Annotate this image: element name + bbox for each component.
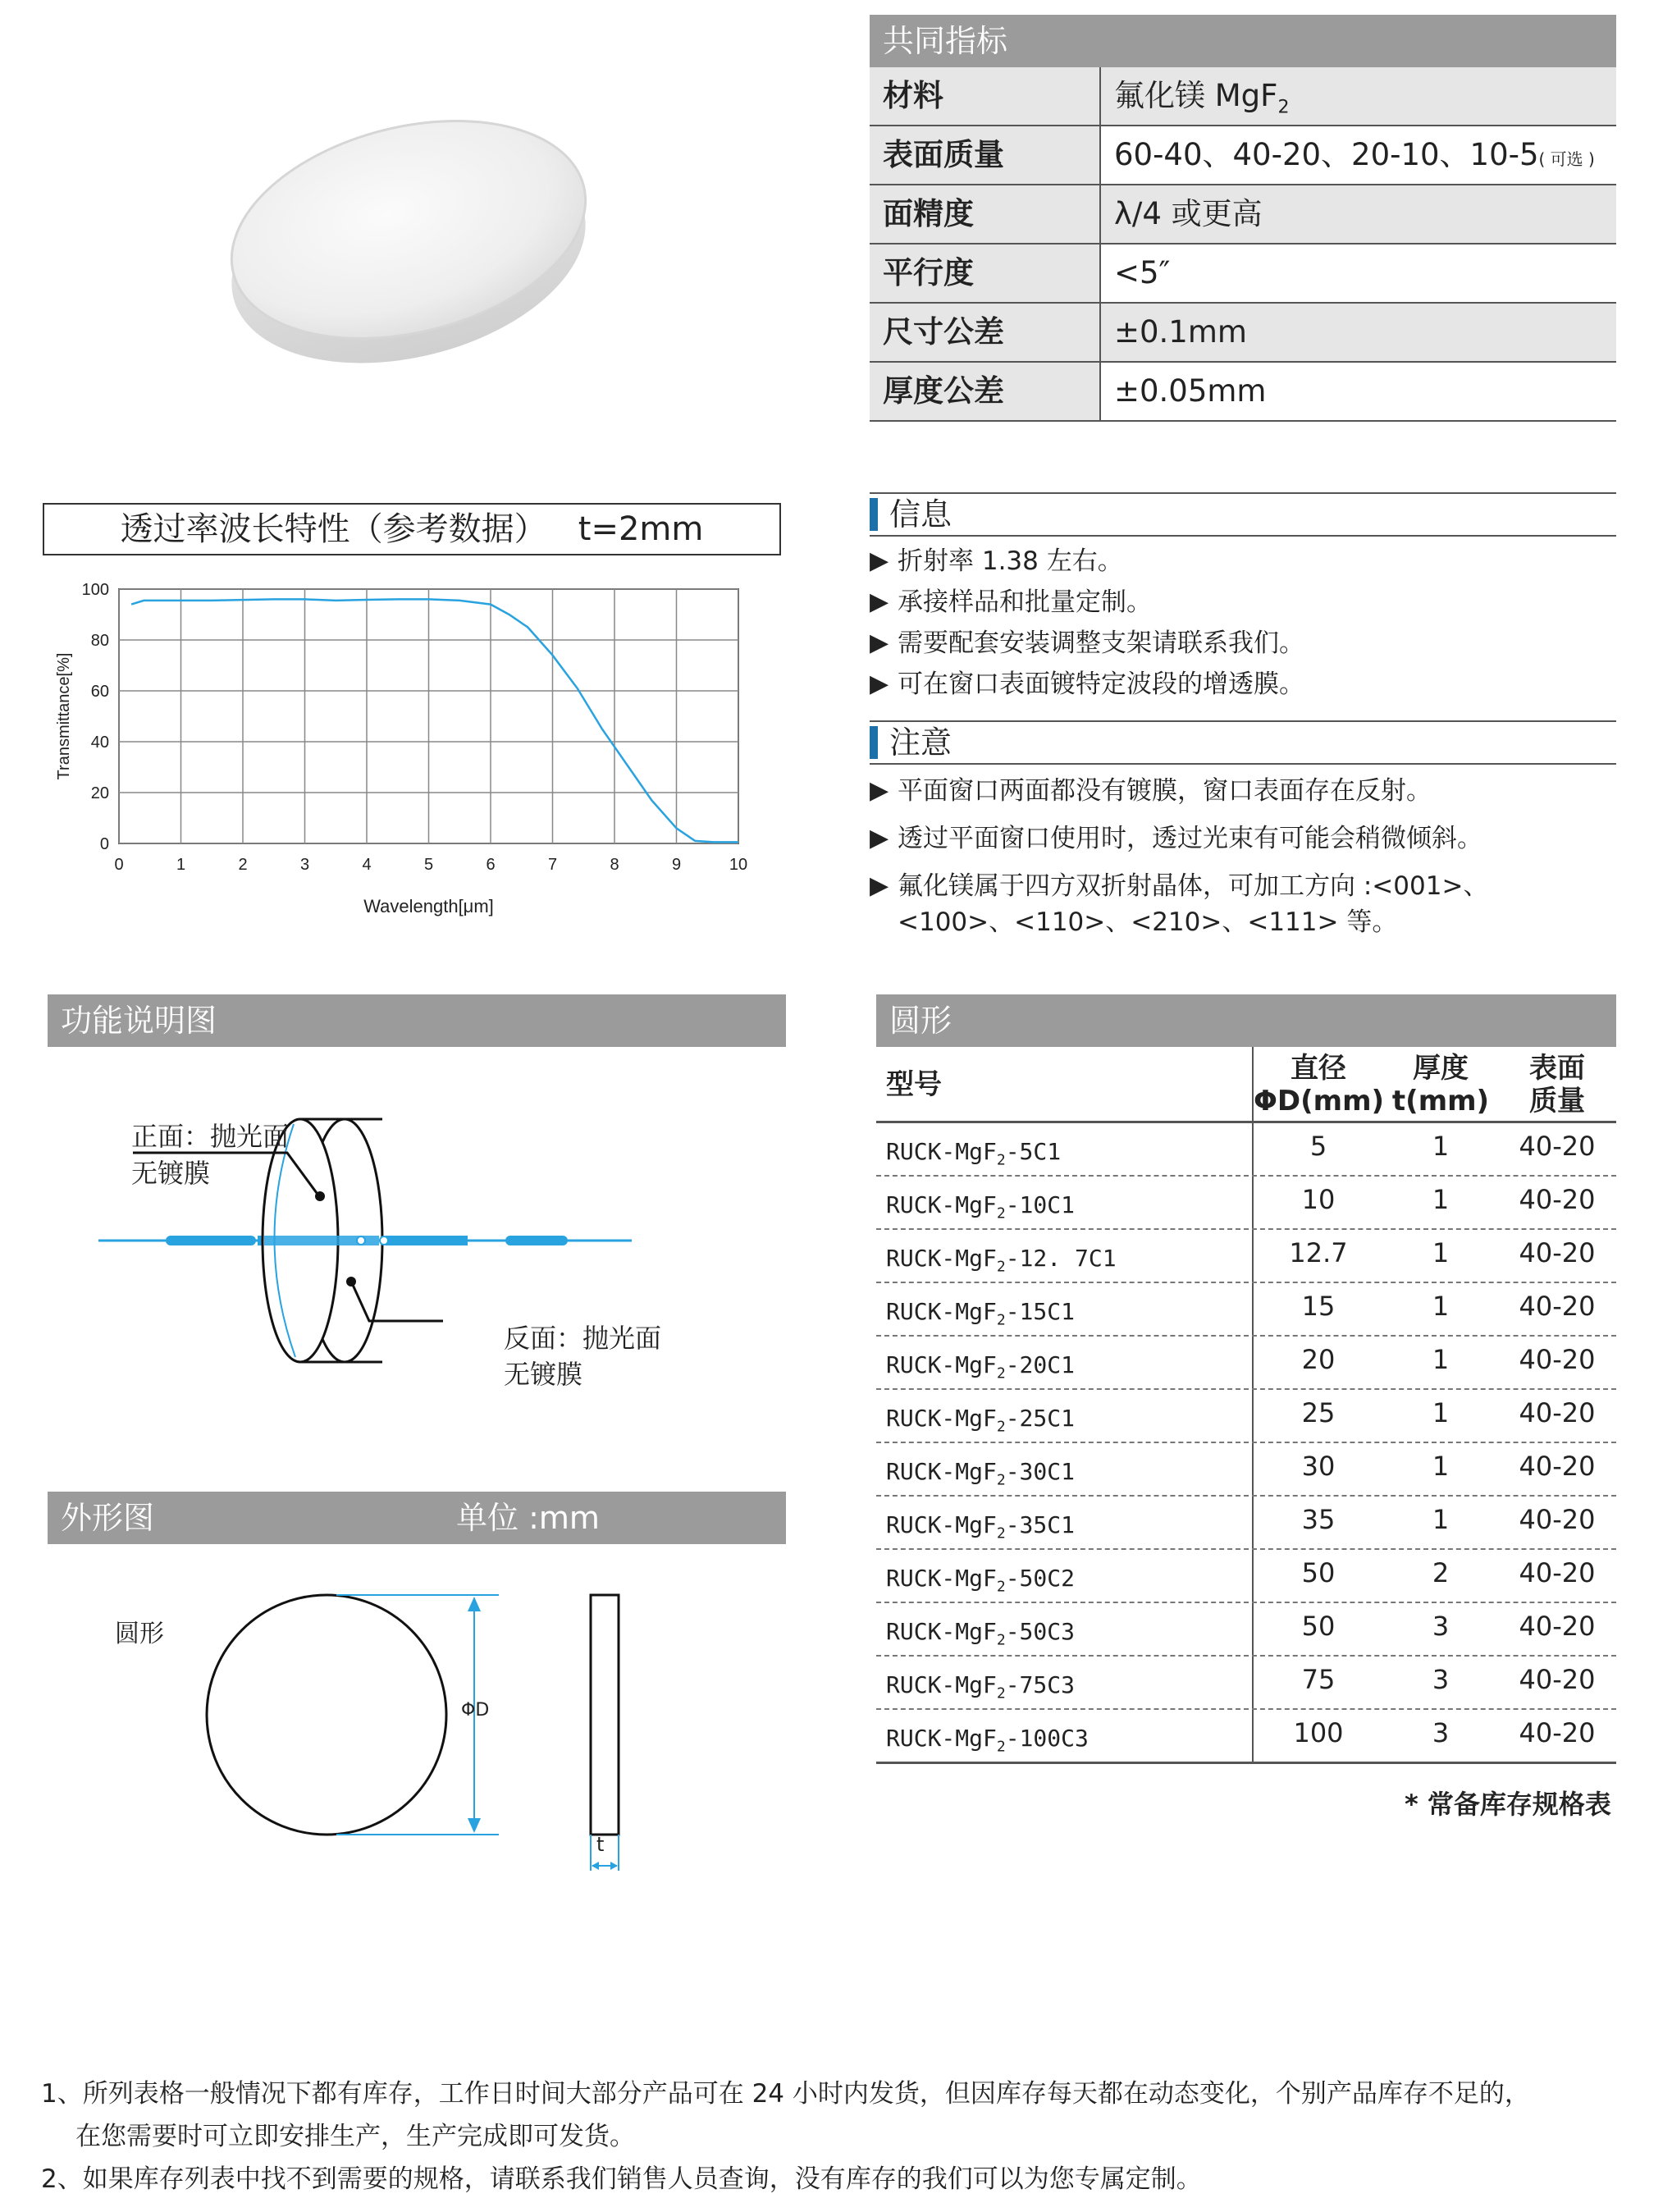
cell-model: RUCK-MgF$_2$-15C1 [876,1283,1254,1335]
spec-value: λ/4 或更高 [1101,185,1616,243]
cell-surf: 40-20 [1519,1717,1596,1748]
cell-model: RUCK-MgF$_2$-12. 7C1 [876,1230,1254,1282]
thickness-label: t [596,1833,605,1856]
y-tick-label: 0 [99,835,109,853]
triangle-bullet-icon: ▶ [870,871,889,900]
caution-section [870,720,1616,940]
cell-surf: 40-20 [1519,1237,1596,1268]
spec-value: ±0.05mm [1114,373,1267,409]
cell-surf: 40-20 [1519,1664,1596,1695]
cell-dia: 10 [1301,1184,1336,1215]
outline-title-bar [48,1492,786,1544]
spec-value: 60-40、40-20、20-10、10-5( 可选 ) [1114,137,1595,172]
cell-dia: 25 [1301,1397,1336,1428]
cell-surf: 40-20 [1519,1291,1596,1322]
cell-dia: 12.7 [1289,1237,1348,1268]
cell-dia: 75 [1301,1664,1336,1695]
x-tick-label: 4 [362,856,372,874]
y-tick-label: 20 [90,784,109,802]
title-marker [870,498,878,531]
table-row [876,1177,1616,1230]
spec-row [870,126,1616,185]
spec-row [870,67,1616,126]
spec-key: 面精度 [870,185,1101,243]
outline-shape-label: 圆形 [115,1620,164,1648]
product-photo [205,98,615,377]
spec-key: 厚度公差 [870,363,1101,420]
cell-thk: 1 [1432,1344,1450,1375]
header-thk: 厚度 t(mm) [1391,1052,1490,1117]
cell-model: RUCK-MgF$_2$-35C1 [876,1497,1254,1548]
cell-thk: 3 [1432,1611,1450,1642]
cell-thk: 1 [1432,1504,1450,1535]
spec-row [870,245,1616,304]
x-axis-label: Wavelength[μm] [363,896,494,916]
dia-label: ΦD [461,1700,490,1721]
triangle-bullet-icon: ▶ [870,546,889,575]
cell-dia: 50 [1301,1557,1336,1588]
spec-value: 氟化镁 MgF$_2$ [1101,67,1616,125]
cell-thk: 1 [1432,1291,1450,1322]
table-row [876,1283,1616,1337]
spec-key: 尺寸公差 [870,304,1101,361]
spec-row [870,304,1616,363]
back-label-2: 无镀膜 [504,1359,583,1390]
list-item: ▶ 需要配套安装调整支架请联系我们。 [870,625,1616,661]
cell-surf: 40-20 [1519,1397,1596,1428]
table-row [876,1710,1616,1764]
cell-dia: 50 [1301,1611,1336,1642]
spec-key: 材料 [870,67,1101,125]
info-title: 信息 [870,492,1616,537]
chart-svg [33,566,796,952]
caution-title: 注意 [870,720,1616,765]
x-tick-label: 0 [114,856,124,874]
x-tick-label: 2 [238,856,248,874]
y-tick-label: 40 [90,734,109,752]
spec-row [870,363,1616,422]
triangle-bullet-icon: ▶ [870,824,889,852]
x-tick-label: 7 [547,856,558,874]
cell-surf: 40-20 [1519,1611,1596,1642]
header-model: 型号 [876,1047,1254,1121]
cell-dia: 100 [1293,1717,1344,1748]
list-item: ▶ 承接样品和批量定制。 [870,584,1616,620]
table-header [876,1047,1616,1123]
table-row [876,1657,1616,1710]
list-item: ▶ 氟化镁属于四方双折射晶体，可加工方向 :<001>、<100>、<110>、<210>、<111> 等。 [870,868,1616,940]
y-tick-label: 80 [90,632,109,650]
cell-thk: 1 [1432,1451,1450,1482]
cell-model: RUCK-MgF$_2$-75C3 [876,1657,1254,1708]
list-item: ▶ 平面窗口两面都没有镀膜，窗口表面存在反射。 [870,773,1616,809]
products-title: 圆形 [876,994,1616,1047]
cell-surf: 40-20 [1519,1131,1596,1162]
cell-dia: 15 [1301,1291,1336,1322]
spec-table [870,15,1616,422]
x-tick-label: 6 [486,856,496,874]
info-list [870,543,1616,702]
cell-model: RUCK-MgF$_2$-50C3 [876,1603,1254,1655]
front-label-2: 无镀膜 [131,1158,211,1189]
table-row [876,1443,1616,1497]
table-row [876,1390,1616,1443]
notes [41,2073,1530,2201]
x-tick-label: 10 [729,856,748,874]
table-row [876,1603,1616,1657]
products-footnote: * 常备库存规格表 [1405,1789,1611,1820]
cell-surf: 40-20 [1519,1504,1596,1535]
products-table [876,1047,1616,1764]
spec-key: 平行度 [870,245,1101,302]
x-tick-label: 5 [423,856,434,874]
spec-key: 表面质量 [870,126,1101,184]
note-1b: 在您需要时可立即安排生产，生产完成即可发货。 [75,2122,635,2151]
y-tick-label: 60 [90,683,109,701]
spec-value: ±0.1mm [1101,304,1616,361]
table-row [876,1337,1616,1390]
cell-model: RUCK-MgF$_2$-25C1 [876,1390,1254,1442]
cell-surf: 40-20 [1519,1451,1596,1482]
header-surf: 表面 质量 [1529,1052,1585,1117]
table-row [876,1123,1616,1177]
x-tick-label: 1 [176,856,186,874]
table-row [876,1550,1616,1603]
cell-model: RUCK-MgF$_2$-50C2 [876,1550,1254,1602]
cell-dia: 35 [1301,1504,1336,1535]
cell-model: RUCK-MgF$_2$-5C1 [876,1123,1254,1175]
info-section [870,492,1616,702]
cell-model: RUCK-MgF$_2$-10C1 [876,1177,1254,1228]
x-tick-label: 8 [610,856,619,874]
cell-thk: 1 [1432,1131,1450,1162]
chart-title: 透过率波长特性（参考数据） t=2mm [43,503,781,555]
x-tick-label: 9 [671,856,682,874]
cell-model: RUCK-MgF$_2$-100C3 [876,1710,1254,1762]
triangle-bullet-icon: ▶ [870,628,889,657]
note-1a: 1、所列表格一般情况下都有库存，工作日时间大部分产品可在 24 小时内发货，但因库存每天都在动态变化，个别产品库存不足的， [41,2079,1530,2109]
function-title: 功能说明图 [48,994,786,1047]
cell-dia: 5 [1309,1131,1327,1162]
cell-thk: 3 [1432,1664,1450,1695]
caution-list [870,773,1616,940]
table-row [876,1497,1616,1550]
cell-model: RUCK-MgF$_2$-30C1 [876,1443,1254,1495]
triangle-bullet-icon: ▶ [870,587,889,616]
list-item: ▶ 可在窗口表面镀特定波段的增透膜。 [870,666,1616,702]
cell-surf: 40-20 [1519,1184,1596,1215]
cell-thk: 2 [1432,1557,1450,1588]
outline-title: 外形图 [61,1500,155,1536]
note-2: 2、如果库存列表中找不到需要的规格，请联系我们销售人员查询，没有库存的我们可以为您专属定制。 [41,2164,1202,2194]
title-marker [870,726,878,759]
triangle-bullet-icon: ▶ [870,670,889,698]
spec-value: <5″ [1114,255,1171,290]
header-dia: 直径 ΦD(mm) [1254,1052,1385,1117]
x-tick-label: 3 [299,856,310,874]
cell-surf: 40-20 [1519,1557,1596,1588]
spec-row [870,185,1616,245]
cell-thk: 1 [1432,1397,1450,1428]
back-label-1: 反面：抛光面 [504,1323,662,1354]
y-tick-label: 100 [81,581,109,599]
list-item: ▶ 折射率 1.38 左右。 [870,543,1616,579]
cell-dia: 30 [1301,1451,1336,1482]
spec-table-title: 共同指标 [870,15,1616,67]
transmittance-chart [33,566,796,952]
list-item: ▶ 透过平面窗口使用时，透过光束有可能会稍微倾斜。 [870,820,1616,857]
cell-dia: 20 [1301,1344,1336,1375]
outline-unit: 单位 :mm [456,1500,600,1536]
cell-surf: 40-20 [1519,1344,1596,1375]
table-row [876,1230,1616,1283]
cell-thk: 1 [1432,1184,1450,1215]
triangle-bullet-icon: ▶ [870,776,889,805]
y-axis-label: Transmittance[%] [55,652,73,780]
cell-thk: 3 [1432,1717,1450,1748]
cell-model: RUCK-MgF$_2$-20C1 [876,1337,1254,1388]
front-label-1: 正面：抛光面 [131,1121,290,1152]
cell-thk: 1 [1432,1237,1450,1268]
